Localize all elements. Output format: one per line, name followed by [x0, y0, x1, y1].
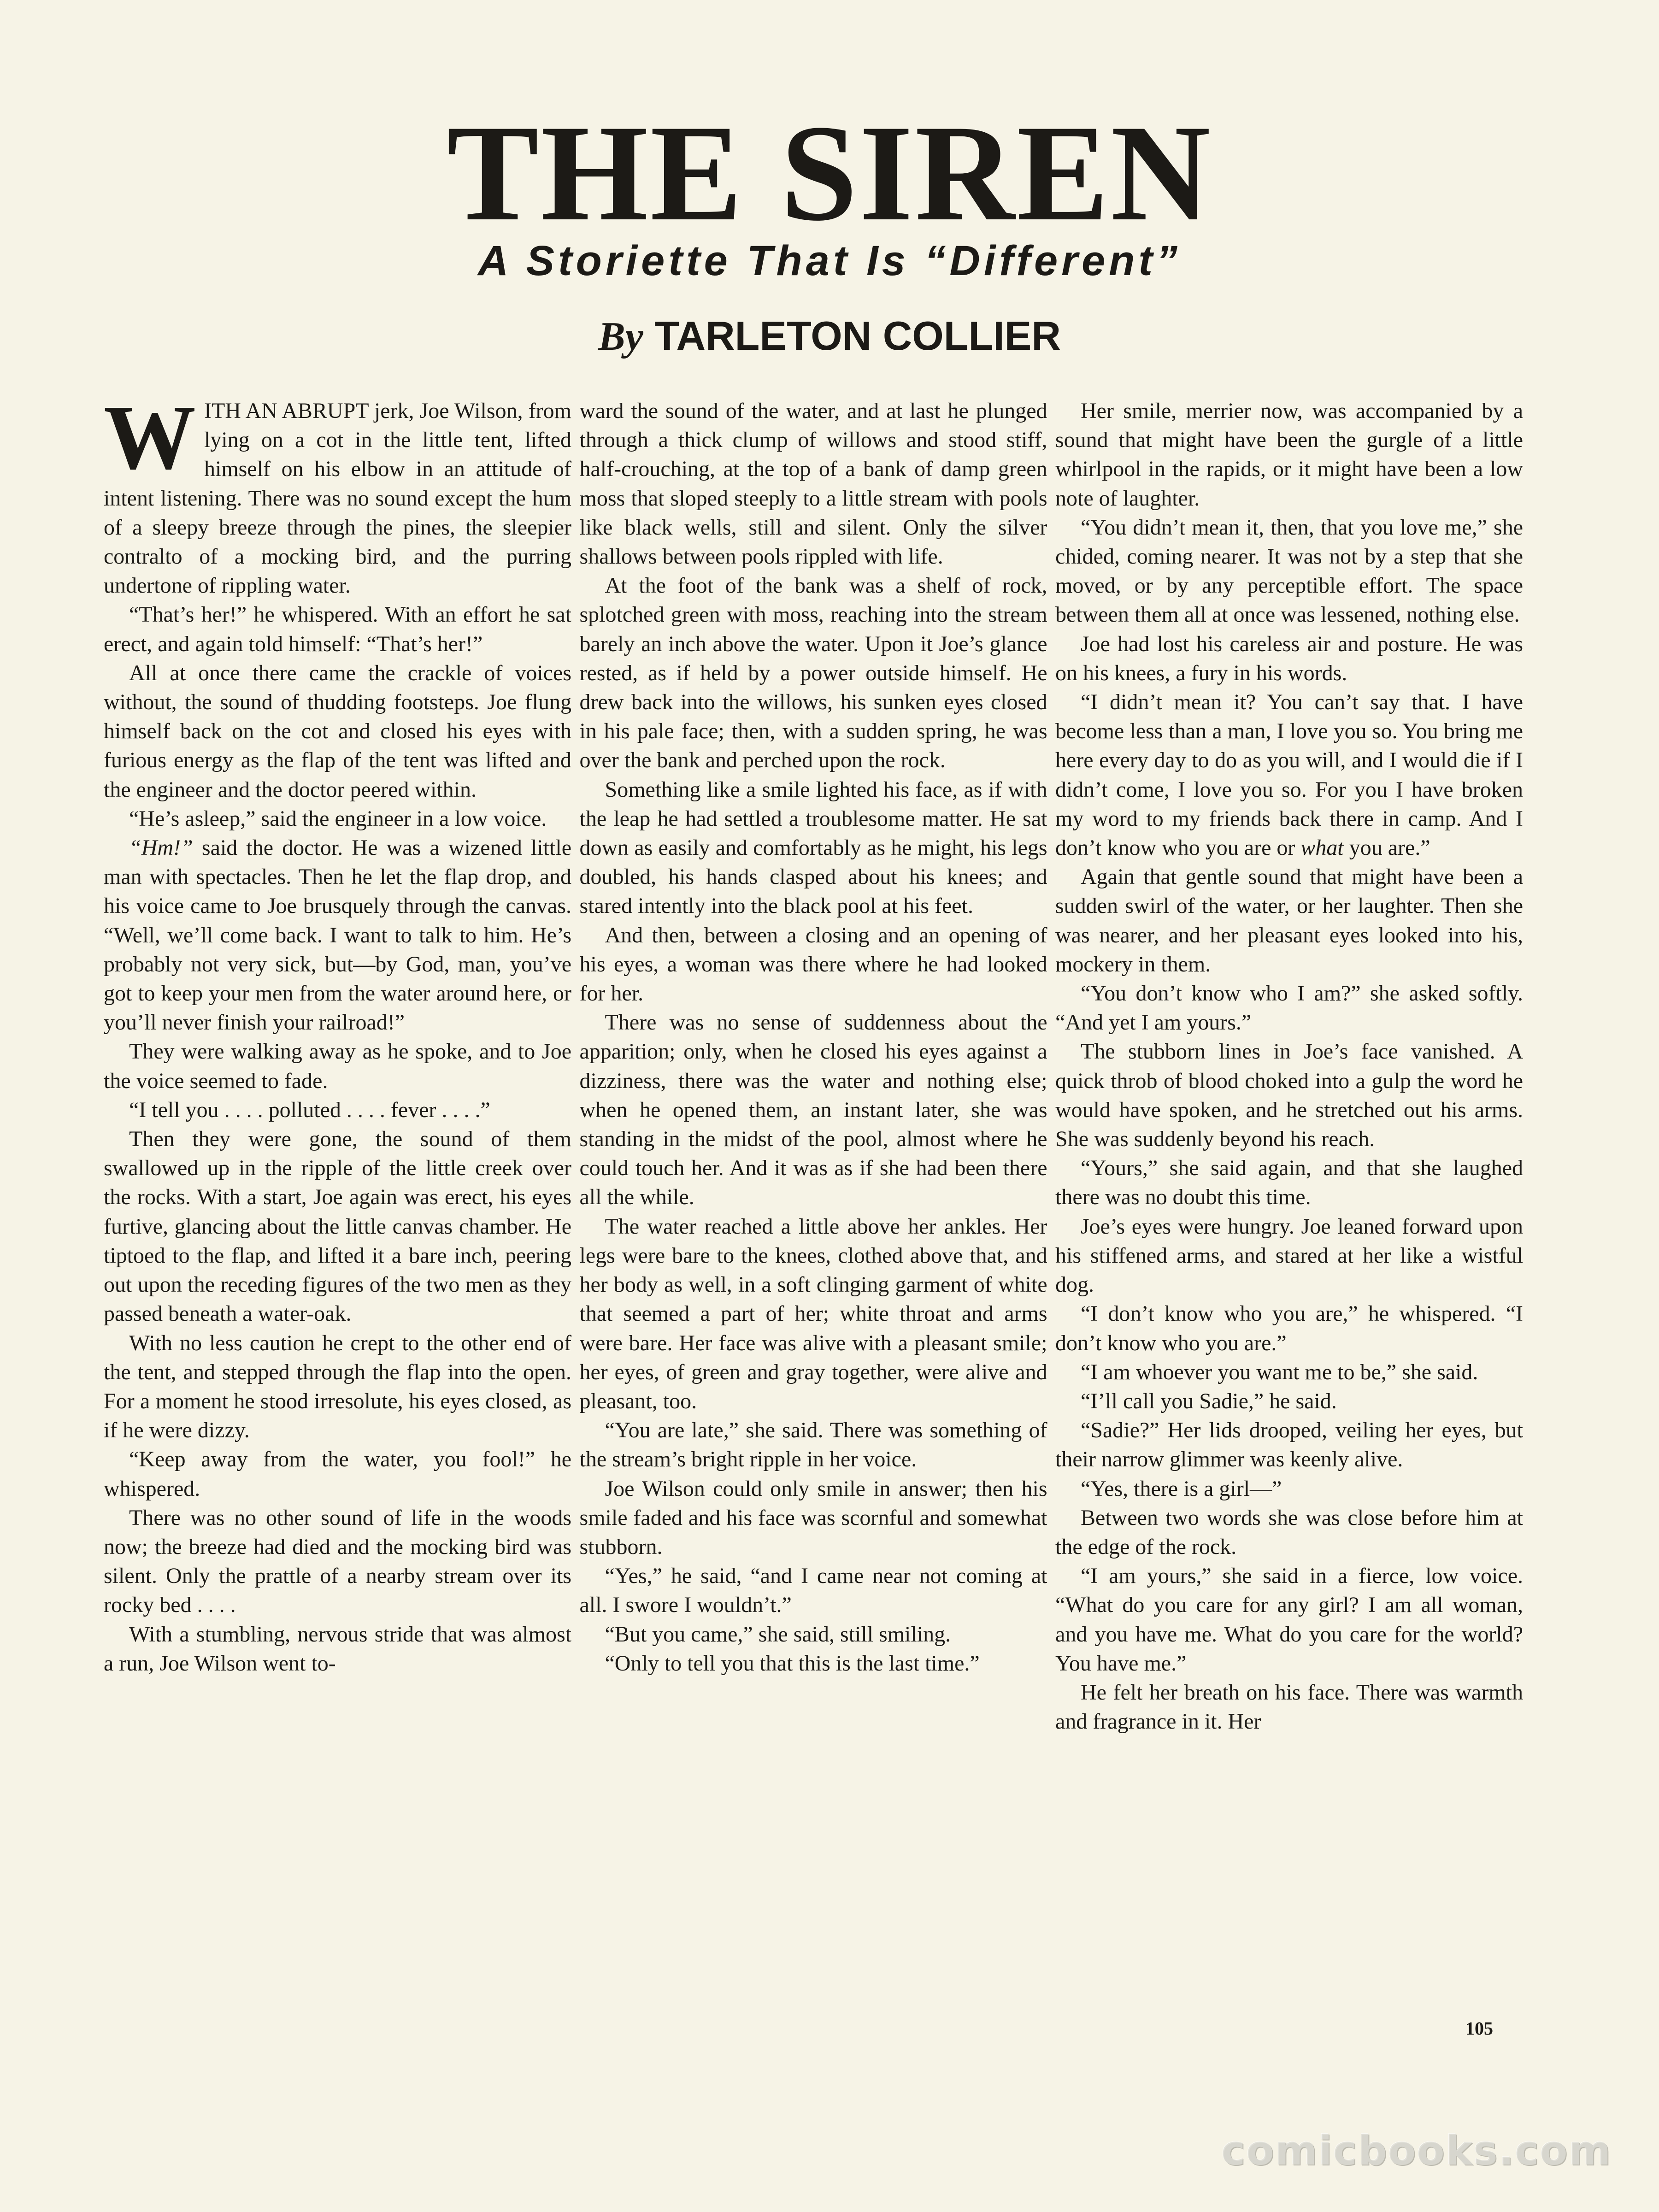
paragraph: “I am whoever you want me to be,” she said.: [1081, 1359, 1478, 1384]
paragraph: All at once there came the crackle of voices without, the sound of thudding footsteps. Joe flung himself back on the cot and closed his eyes with furious energy as the flap of the tent was lifted and the engineer and the doctor peered within.: [104, 660, 571, 802]
paragraph: “Only to tell you that this is the last time.”: [605, 1651, 980, 1676]
paragraph: And then, between a closing and an opening of his eyes, a woman was there where he had looked for her.: [579, 923, 1047, 1006]
byline-by: By: [598, 314, 643, 359]
paragraph: “Yes, there is a girl—”: [1081, 1476, 1282, 1501]
paragraph: Again that gentle sound that might have been a sudden swirl of the water, or her laughter. Then she was nearer, and her pleasant eyes looked into his, mockery in them.: [1055, 865, 1523, 977]
paragraph: “You didn’t mean it, then, that you love me,” she chided, coming nearer. It was not by a step that she moved, or by any perceptible effort. The space between them all at once was lessened, nothing else.: [1055, 515, 1523, 627]
paragraph: [104, 833, 571, 1037]
paragraph: [1055, 688, 1523, 862]
paragraph: Joe Wilson could only smile in answer; then his smile faded and his face was scornful and somewhat stubborn.: [579, 1476, 1047, 1559]
paragraph: The water reached a little above her ankles. Her legs were bare to the knees, clothed above that, and her body as well, in a soft clinging garment of white that seemed a part of her; white throat and arms were bare. Her face was alive with a pleasant smile; her eyes, of green and gray together, were alive and pleasant, too.: [579, 1214, 1047, 1413]
paragraph: “But you came,” she said, still smiling.: [605, 1622, 951, 1647]
paragraph: “I don’t know who you are,” he whispered. “I don’t know who you are.”: [1055, 1301, 1523, 1355]
column-3: [1055, 396, 1523, 2065]
paragraph: With a stumbling, nervous stride that was almost a run, Joe Wilson went to-: [104, 1622, 571, 1676]
paragraph: At the foot of the bank was a shelf of rock, splotched green with moss, reaching into the stream barely an inch above the water. Upon it Joe’s glance rested, as if held by a power outside himself. He drew back into the willows, his sunken eyes closed in his pale face; then, with a sudden spring, he was over the bank and perched upon the rock.: [579, 573, 1047, 773]
page-number: 105: [1465, 2018, 1493, 2039]
paragraph: “I’ll call you Sadie,” he said.: [1081, 1388, 1337, 1413]
text-columns: [104, 396, 1523, 2065]
story-subtitle: A Storiette That Is “Different”: [478, 237, 1181, 284]
paragraph: “You don’t know who I am?” she asked softly. “And yet I am yours.”: [1055, 981, 1523, 1035]
paragraph: There was no sense of suddenness about the apparition; only, when he closed his eyes against a dizziness, there was the water and nothing else; when he opened them, an instant later, she was standing in the midst of the pool, almost where he could touch her. And it was as if she had been there all the while.: [579, 1010, 1047, 1210]
paragraph: With no less caution he crept to the other end of the tent, and stepped through the flap into the open. For a moment he stood irresolute, his eyes closed, as if he were dizzy.: [104, 1330, 571, 1443]
paragraph-text: said the doctor. He was a wizened little man with spectacles. Then he let the flap drop, and his voice came to Joe brusquely through the canvas. “Well, we’ll come back. I want to talk to him. He’s probably not very sick, but—by God, man, you’ve got to keep your men from the water around here, or you’ll never finish your railroad!”: [104, 835, 571, 1035]
paragraph: Then they were gone, the sound of them swallowed up in the ripple of the little creek over the rocks. With a start, Joe again was erect, his eyes furtive, glancing about the little canvas chamber. He tiptoed to the flap, and lifted it a bare inch, peering out upon the receding figures of the two men as they passed beneath a water-oak.: [104, 1127, 571, 1326]
column-2: [580, 396, 1047, 2065]
paragraph: Joe had lost his careless air and posture. He was on his knees, a fury in his words.: [1055, 631, 1523, 685]
paragraph: “I am yours,” she said in a fierce, low voice. “What do you care for any girl? I am all woman, and you have me. What do you care for the world? You have me.”: [1055, 1564, 1523, 1676]
story-title: THE SIREN: [447, 96, 1212, 249]
drop-cap: W: [104, 396, 196, 488]
paragraph: Something like a smile lighted his face, as if with the leap he had settled a troublesome matter. He sat down as easily and comfortably as he might, his legs doubled, his hands clasped about his knees; and stared intently into the black pool at his feet.: [579, 777, 1047, 918]
paragraph: “Sadie?” Her lids drooped, veiling her eyes, but their narrow glimmer was keenly alive.: [1055, 1418, 1523, 1472]
emphasis: what: [1300, 835, 1344, 860]
paragraph: “Keep away from the water, you fool!” he whispered.: [104, 1447, 571, 1501]
paragraph: Joe’s eyes were hungry. Joe leaned forward upon his stiffened arms, and stared at her like a wistful dog.: [1055, 1214, 1523, 1297]
paragraph: He felt her breath on his face. There was warmth and fragrance in it. Her: [1055, 1680, 1523, 1734]
paragraph: Her smile, merrier now, was accompanied by a sound that might have been the gurgle of a little whirlpool in the rapids, or it might have been a low note of laughter.: [1055, 399, 1523, 511]
paragraph-text: “I didn’t mean it? You can’t say that. I have become less than a man, I love you so. You bring me here every day to do as you will, and I would die if I didn’t come, I love you so. For you I have broken my word to my friends back there in camp. And I don’t know who you are or: [1055, 690, 1523, 860]
paragraph: They were walking away as he spoke, and to Joe the voice seemed to fade.: [104, 1039, 571, 1093]
emphasis: “Hm!”: [129, 835, 193, 860]
paragraph: There was no other sound of life in the woods now; the breeze had died and the mocking bird was silent. Only the prattle of a nearby stream over its rocky bed . . . .: [104, 1505, 571, 1618]
byline: [0, 313, 1659, 359]
paragraph: “Yes,” he said, “and I came near not coming at all. I swore I wouldn’t.”: [579, 1564, 1047, 1618]
paragraph: “I tell you . . . . polluted . . . . fever . . . .”: [129, 1097, 490, 1122]
paragraph: Between two words she was close before him at the edge of the rock.: [1055, 1505, 1523, 1559]
author-name: TARLETON COLLIER: [654, 313, 1061, 359]
paragraph: [104, 396, 571, 600]
paragraph: The stubborn lines in Joe’s face vanished. A quick throb of blood choked into a gulp the word he would have spoken, and he stretched out his arms. She was suddenly beyond his reach.: [1055, 1039, 1523, 1152]
paragraph: “That’s her!” he whispered. With an effort he sat erect, and again told himself: “That’s her!”: [104, 602, 571, 656]
paragraph: “You are late,” she said. There was something of the stream’s bright ripple in her voice.: [579, 1418, 1047, 1472]
column-1: [104, 396, 571, 2065]
paragraph: “He’s asleep,” said the engineer in a low voice.: [129, 806, 547, 831]
paragraph: ward the sound of the water, and at last he plunged through a thick clump of willows and stood stiff, half-crouching, at the top of a bank of damp green moss that sloped steeply to a little stream with pools like black wells, still and silent. Only the silver shallows between pools rippled with life.: [579, 399, 1047, 569]
paragraph-text: you are.”: [1343, 835, 1430, 860]
paragraph-text: ITH AN ABRUPT jerk, Joe Wilson, from lying on a cot in the little tent, lifted himself on his elbow in an attitude of intent listening. There was no sound except the hum of a sleepy breeze through the pines, the sleepier contralto of a mocking bird, and the purring undertone of rippling water.: [104, 399, 571, 598]
paragraph: “Yours,” she said again, and that she laughed there was no doubt this time.: [1055, 1156, 1523, 1210]
site-watermark: comicbooks.com: [1221, 2127, 1612, 2174]
